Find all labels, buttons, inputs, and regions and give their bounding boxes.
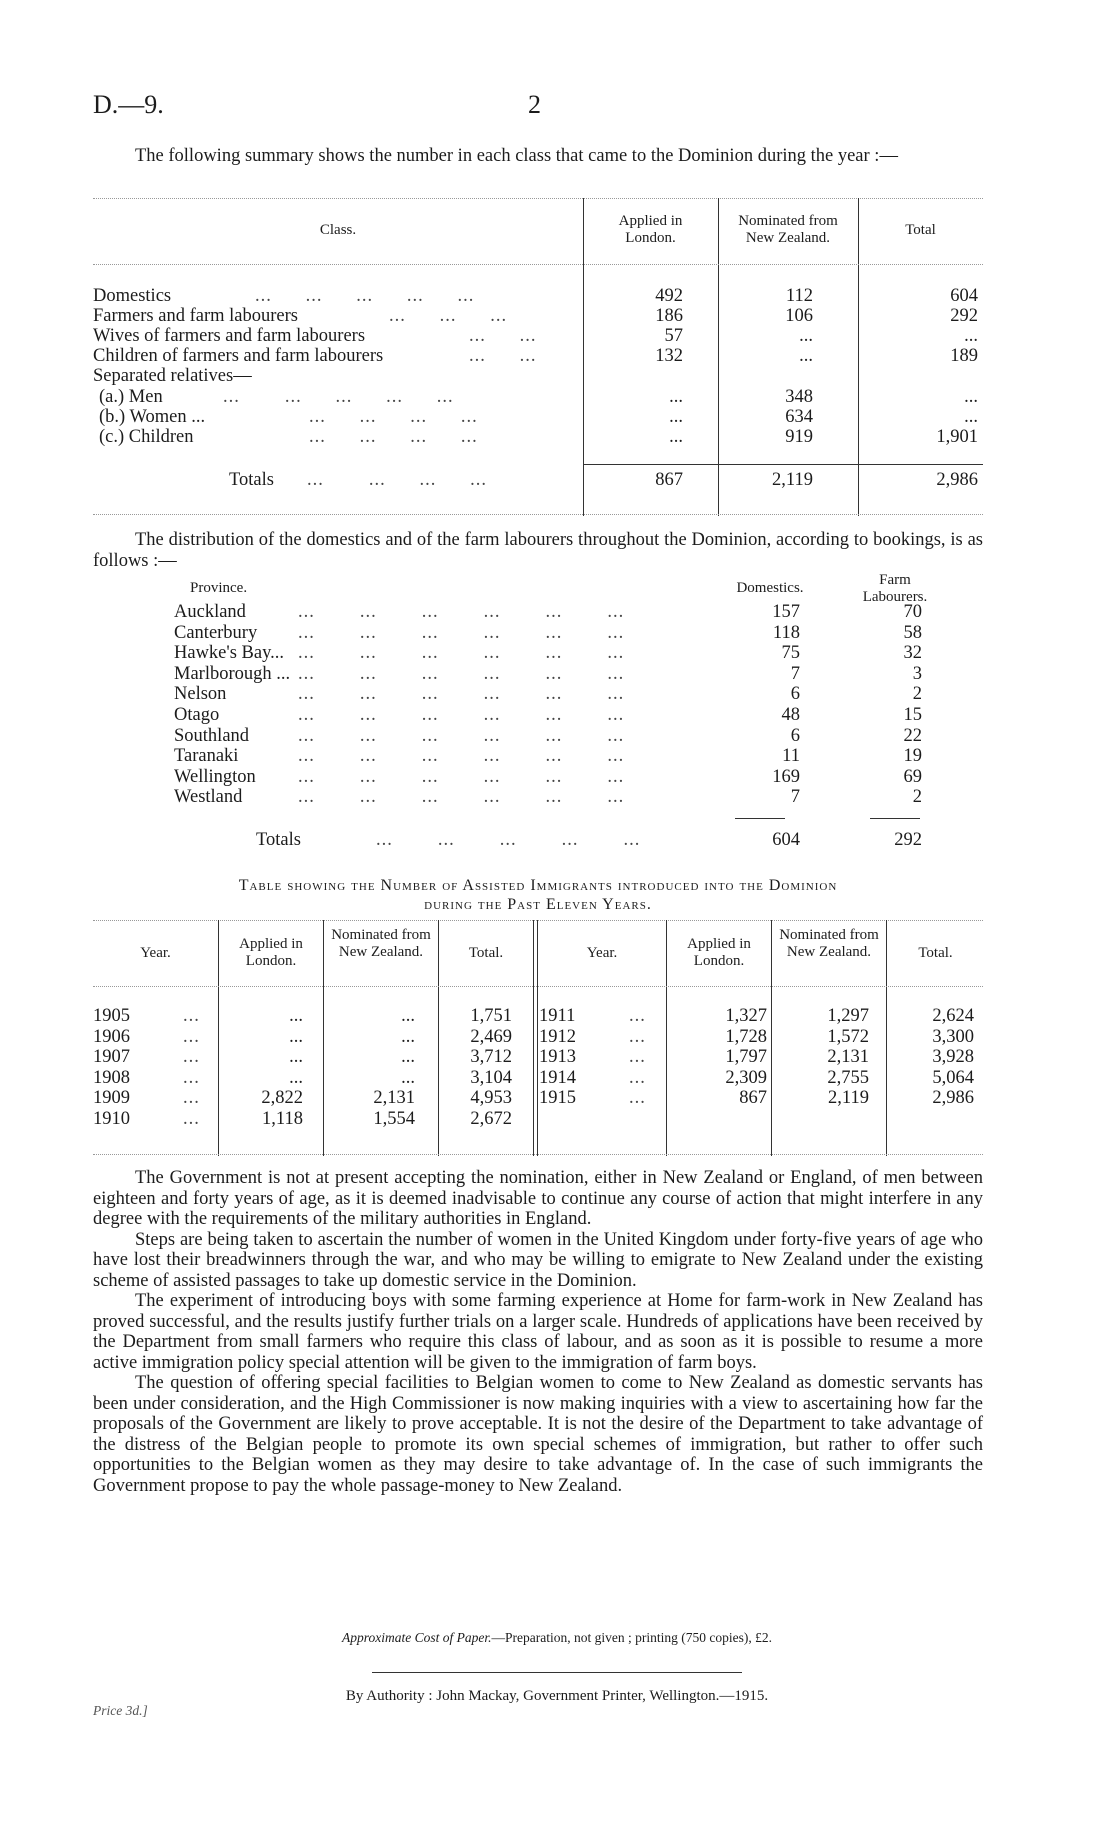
leader-dots: ... ... ... ... bbox=[307, 470, 487, 490]
totals-label: Totals bbox=[256, 830, 301, 850]
leader-dots: ... ... ... ... ... ... bbox=[298, 725, 625, 746]
totals-london: 867 bbox=[655, 470, 683, 490]
table-rule bbox=[93, 514, 983, 515]
domestics-count: 6 bbox=[790, 684, 800, 705]
table-rule bbox=[93, 986, 983, 987]
cell-nz: ... bbox=[799, 326, 813, 346]
leader-dots: ... ... ... ... ... ... bbox=[298, 684, 625, 705]
distribution-paragraph: The distribution of the domestics and of the farm labourers throughout the Dominion, according to bookings, is as follows :— bbox=[93, 530, 983, 571]
london-cell: 2,822 bbox=[261, 1088, 303, 1109]
domestics-count: 169 bbox=[772, 766, 800, 787]
column-divider bbox=[537, 920, 538, 1156]
total-cell: 3,300 bbox=[932, 1026, 974, 1047]
cost-text: —Preparation, not given ; printing (750 copies), £2. bbox=[491, 1630, 772, 1645]
cell-london: 492 bbox=[655, 286, 683, 306]
cell-london: 186 bbox=[655, 306, 683, 326]
london-cell: 1,118 bbox=[262, 1109, 303, 1129]
cost-label: Approximate Cost of Paper. bbox=[342, 1630, 492, 1645]
cell-london: 132 bbox=[655, 346, 683, 366]
leader-dots: ... ... ... ... ... bbox=[376, 830, 641, 850]
total-cell: 5,064 bbox=[932, 1067, 974, 1088]
year-cell: 1913 bbox=[539, 1047, 576, 1068]
row-label: (a.) Men bbox=[99, 387, 163, 407]
london-cell: ... bbox=[289, 1067, 303, 1088]
total-cell: 3,104 bbox=[470, 1067, 512, 1088]
col-header-farm: Farm Labourers. bbox=[862, 572, 928, 605]
cell-total: 189 bbox=[950, 346, 978, 366]
leader-dots: ... ... ... ... ... ... bbox=[298, 746, 625, 767]
nz-cell: 2,131 bbox=[827, 1047, 869, 1068]
totals-farm: 292 bbox=[894, 830, 922, 850]
domestics-count: 11 bbox=[782, 746, 800, 767]
row-label: Wives of farmers and farm labourers bbox=[93, 326, 366, 346]
nz-cell: 2,755 bbox=[827, 1067, 869, 1088]
leader-dots: ... bbox=[629, 1006, 646, 1026]
col-header-total: Total. bbox=[468, 945, 504, 961]
row-label: Children of farmers and farm labourers bbox=[93, 346, 384, 366]
col-header-province: Province. bbox=[190, 580, 248, 596]
london-cell: ... bbox=[289, 1026, 303, 1047]
domestics-count: 7 bbox=[790, 663, 800, 684]
nz-cell: 1,572 bbox=[827, 1026, 869, 1047]
table-rule bbox=[93, 920, 983, 921]
farm-labourers-count: 70 bbox=[903, 602, 922, 622]
farm-labourers-count: 2 bbox=[912, 787, 922, 808]
totals-nz: 2,119 bbox=[772, 470, 813, 490]
price-note: Price 3d.] bbox=[93, 1703, 148, 1718]
domestics-count: 6 bbox=[790, 725, 800, 746]
province-name: Marlborough ... bbox=[174, 663, 291, 684]
farm-labourers-count: 2 bbox=[912, 684, 922, 705]
paragraph: The Government is not at present accepting the nomination, either in New Zealand or England, of men between eighteen and forty years of age, as it is deemed inadvisable to continue any course of action that might interfere in any degree with the requirements of the military authorities in England. bbox=[93, 1168, 983, 1229]
total-cell: 3,928 bbox=[932, 1047, 974, 1068]
total-cell: 3,712 bbox=[470, 1047, 512, 1068]
cell-london: ... bbox=[669, 427, 683, 447]
leader-dots: ... ... ... ... ... ... bbox=[298, 663, 625, 684]
row-label: (b.) Women ... bbox=[99, 407, 206, 427]
cell-total: 1,901 bbox=[936, 427, 978, 447]
leader-dots: ... bbox=[183, 1026, 200, 1047]
leader-dots: ... ... ... ... ... ... bbox=[298, 766, 625, 787]
leader-dots: ... ... ... ... ... bbox=[255, 286, 475, 306]
leader-dots: ... bbox=[629, 1067, 646, 1088]
paragraph: Steps are being taken to ascertain the number of women in the United Kingdom under forty-five years of age who have lost their breadwinners through the war, and who may be willing to emigrate to New Zealand under the existing scheme of assisted passages to take up domestic service in the Dominion. bbox=[93, 1229, 983, 1291]
totals-total: 2,986 bbox=[936, 470, 978, 490]
london-cell: ... bbox=[289, 1047, 303, 1068]
cell-nz: 919 bbox=[785, 427, 813, 447]
domestics-count: 48 bbox=[781, 705, 800, 725]
nz-cell: 2,131 bbox=[373, 1088, 415, 1109]
leader-dots: ... bbox=[183, 1047, 200, 1068]
row-label: (c.) Children bbox=[99, 427, 194, 447]
province-name: Wellington bbox=[174, 766, 256, 787]
farm-labourers-count: 32 bbox=[903, 643, 922, 664]
province-name: Southland bbox=[174, 725, 250, 746]
summary-table bbox=[93, 198, 983, 516]
total-cell: 1,751 bbox=[470, 1006, 512, 1026]
london-cell: 1,728 bbox=[725, 1026, 767, 1047]
year-cell: 1912 bbox=[539, 1026, 576, 1047]
page-number: 2 bbox=[528, 90, 541, 119]
table-title-line-1: Table showing the Number of Assisted Immigrants introduced into the Dominion bbox=[238, 877, 838, 894]
table-rule bbox=[93, 264, 983, 265]
cell-london: 57 bbox=[664, 326, 683, 346]
leader-dots: ... ... ... ... bbox=[309, 427, 478, 447]
province-name: Westland bbox=[174, 787, 243, 808]
london-cell: 1,797 bbox=[725, 1047, 767, 1068]
london-cell: ... bbox=[289, 1006, 303, 1026]
year-cell: 1909 bbox=[93, 1088, 130, 1109]
row-label: Domestics bbox=[93, 286, 172, 306]
year-cell: 1914 bbox=[539, 1067, 576, 1088]
cell-total: 292 bbox=[950, 306, 978, 326]
total-cell: 2,624 bbox=[932, 1006, 974, 1026]
cost-note bbox=[0, 1630, 1114, 1646]
nz-cell: 1,554 bbox=[373, 1109, 415, 1129]
nz-cell: 1,297 bbox=[827, 1006, 869, 1026]
leader-dots: ... ... ... ... ... ... bbox=[298, 787, 625, 808]
leader-dots: ... ... ... ... ... ... bbox=[298, 643, 625, 664]
totals-domestics: 604 bbox=[772, 830, 800, 850]
eleven-year-table bbox=[93, 920, 983, 1156]
farm-labourers-count: 69 bbox=[903, 766, 922, 787]
leader-dots: ... bbox=[629, 1047, 646, 1068]
leader-dots: ... ... bbox=[469, 346, 537, 366]
leader-dots: ... bbox=[183, 1067, 200, 1088]
distribution-table bbox=[170, 572, 970, 852]
col-header-domestics: Domestics. bbox=[736, 580, 804, 596]
total-cell: 2,986 bbox=[932, 1088, 974, 1109]
table-rule bbox=[93, 198, 983, 199]
body-text bbox=[93, 1168, 983, 1496]
leader-dots: ... bbox=[629, 1026, 646, 1047]
cell-london: ... bbox=[669, 407, 683, 427]
year-cell: 1906 bbox=[93, 1026, 130, 1047]
totals-rule bbox=[735, 818, 785, 819]
cell-nz: 106 bbox=[785, 306, 813, 326]
year-cell: 1905 bbox=[93, 1006, 130, 1026]
col-header-nz: Nominated from New Zealand. bbox=[331, 927, 431, 960]
province-name: Canterbury bbox=[174, 622, 258, 643]
totals-label: Totals bbox=[229, 470, 274, 490]
year-cell: 1911 bbox=[539, 1006, 576, 1026]
leader-dots: ... bbox=[183, 1006, 200, 1026]
total-cell: 4,953 bbox=[470, 1088, 512, 1109]
farm-labourers-count: 19 bbox=[903, 746, 922, 767]
col-header-nz: Nominated from New Zealand. bbox=[779, 927, 879, 960]
column-divider bbox=[858, 198, 859, 516]
column-divider bbox=[718, 198, 719, 516]
column-divider bbox=[218, 920, 219, 1156]
province-name: Otago bbox=[174, 705, 220, 725]
cell-total: ... bbox=[964, 407, 978, 427]
leader-dots: ... bbox=[183, 1088, 200, 1109]
col-header-year: Year. bbox=[140, 945, 171, 961]
paragraph: The experiment of introducing boys with some farming experience at Home for farm-work in New Zealand has proved successful, and the results justify further trials on a larger scale. Hundreds of applications have been received by the Department from small farmers who require this class of labour, and as soon as it is possible to resume a more active immigration policy special attention will be given to the immigration of farm boys. bbox=[93, 1291, 983, 1373]
farm-labourers-count: 58 bbox=[903, 622, 922, 643]
leader-dots: ... ... bbox=[469, 326, 537, 346]
leader-dots: ... ... ... ... ... ... bbox=[298, 622, 625, 643]
cell-total: ... bbox=[964, 387, 978, 407]
column-divider bbox=[533, 920, 534, 1156]
col-header-total: Total. bbox=[918, 945, 953, 961]
cell-nz: 634 bbox=[785, 407, 813, 427]
leader-dots: ... ... ... ... ... ... bbox=[298, 602, 625, 622]
nz-cell: ... bbox=[401, 1047, 415, 1068]
province-name: Hawke's Bay... bbox=[174, 643, 285, 664]
domestics-count: 157 bbox=[772, 602, 800, 622]
table-rule bbox=[93, 1154, 983, 1155]
cell-total: ... bbox=[964, 326, 978, 346]
nz-cell: 2,119 bbox=[828, 1088, 869, 1109]
total-cell: 2,469 bbox=[470, 1026, 512, 1047]
leader-dots: ... ... ... ... bbox=[309, 407, 478, 427]
column-divider bbox=[886, 920, 887, 1156]
year-cell: 1915 bbox=[539, 1088, 576, 1109]
col-header-london: Applied in London. bbox=[687, 936, 751, 969]
leader-dots: ... bbox=[629, 1088, 646, 1109]
domestics-count: 75 bbox=[781, 643, 800, 664]
farm-labourers-count: 15 bbox=[903, 705, 922, 725]
column-divider bbox=[583, 198, 584, 516]
domestics-count: 118 bbox=[772, 622, 800, 643]
cell-london: ... bbox=[669, 387, 683, 407]
col-header-total: Total bbox=[905, 222, 936, 238]
total-cell: 2,672 bbox=[470, 1109, 512, 1129]
nz-cell: ... bbox=[401, 1006, 415, 1026]
column-divider bbox=[771, 920, 772, 1156]
authority-line: By Authority : John Mackay, Government Printer, Wellington.—1915. bbox=[345, 1688, 769, 1704]
nz-cell: ... bbox=[401, 1026, 415, 1047]
london-cell: 867 bbox=[739, 1088, 767, 1109]
cell-nz: 112 bbox=[785, 286, 813, 306]
document-code: D.—9. bbox=[93, 90, 164, 119]
col-header-london: Applied in London. bbox=[618, 213, 683, 246]
london-cell: 1,327 bbox=[725, 1006, 767, 1026]
leader-dots: ... ... ... ... ... ... bbox=[298, 705, 625, 725]
intro-paragraph: The following summary shows the number in each class that came to the Dominion during the year :— bbox=[135, 146, 898, 166]
year-cell: 1908 bbox=[93, 1067, 130, 1088]
col-header-year: Year. bbox=[586, 945, 618, 961]
cell-total: 604 bbox=[950, 286, 978, 306]
cell-nz: 348 bbox=[785, 387, 813, 407]
row-label: Farmers and farm labourers bbox=[93, 306, 298, 326]
col-header-class: Class. bbox=[319, 222, 357, 238]
province-name: Taranaki bbox=[174, 746, 239, 767]
totals-rule bbox=[870, 818, 920, 819]
col-header-london: Applied in London. bbox=[239, 936, 303, 969]
column-divider bbox=[323, 920, 324, 1156]
paragraph: The question of offering special facilities to Belgian women to come to New Zealand as domestic servants has been under consideration, and the High Commissioner is now making inquiries with a view to ascertaining how far the proposals of the Government are likely to prove acceptable. It is not the desire of the Department to take advantage of the distress of the Belgian people to promote its own special schemes of immigration, but rather to offer such opportunities to the Belgian women as they may desire to take advantage of. In the case of such immigrants the Government propose to pay the whole passage-money to New Zealand. bbox=[93, 1373, 983, 1496]
column-divider bbox=[438, 920, 439, 1156]
cell-nz: ... bbox=[799, 346, 813, 366]
leader-dots: ... ... ... bbox=[389, 306, 508, 326]
farm-labourers-count: 22 bbox=[903, 725, 922, 746]
col-header-nz: Nominated from New Zealand. bbox=[738, 213, 838, 246]
farm-labourers-count: 3 bbox=[912, 663, 922, 684]
row-label: Separated relatives— bbox=[93, 366, 252, 386]
totals-rule bbox=[583, 464, 983, 465]
leader-dots: ... bbox=[183, 1109, 200, 1129]
year-cell: 1910 bbox=[93, 1109, 130, 1129]
leader-dots: ... ... ... ... ... bbox=[223, 387, 454, 407]
province-name: Nelson bbox=[174, 684, 227, 705]
footer-rule bbox=[372, 1672, 742, 1673]
year-cell: 1907 bbox=[93, 1047, 130, 1068]
domestics-count: 7 bbox=[790, 787, 800, 808]
london-cell: 2,309 bbox=[725, 1067, 767, 1088]
province-name: Auckland bbox=[174, 602, 246, 622]
table-title-line-2: during the Past Eleven Years. bbox=[424, 896, 652, 913]
nz-cell: ... bbox=[401, 1067, 415, 1088]
